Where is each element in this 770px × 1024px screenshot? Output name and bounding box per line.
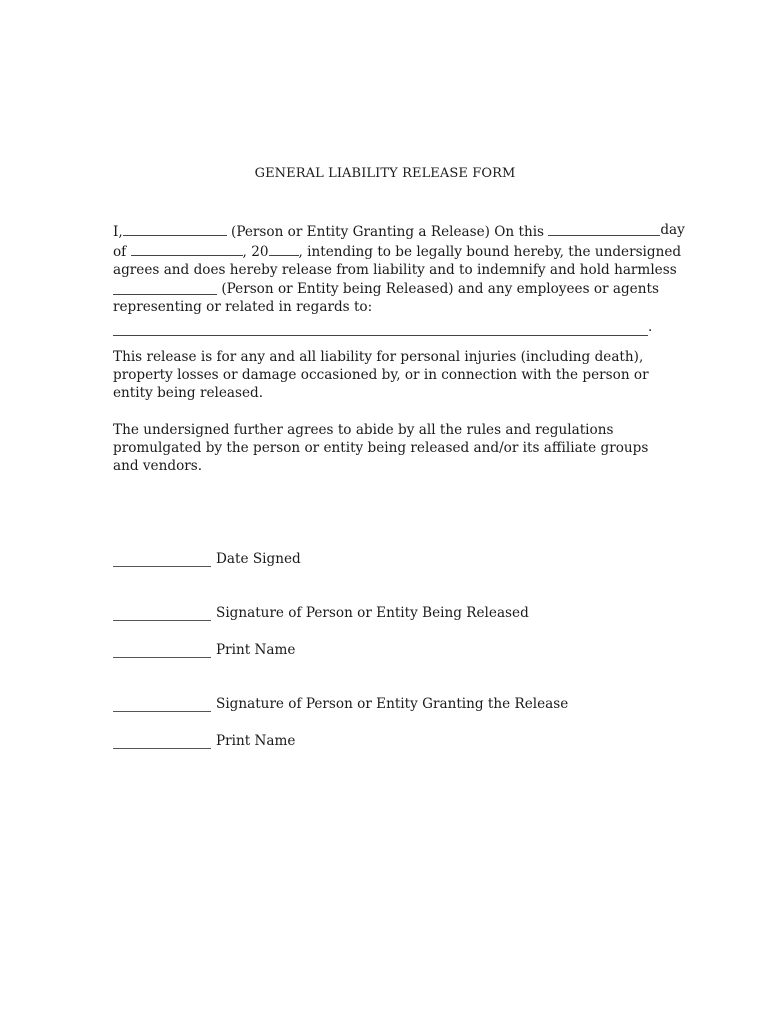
release-line-6 (113, 316, 663, 336)
text-agrees: agrees and does hereby release from liability and to indemnify and hold harmless (113, 262, 677, 279)
text-representing: representing or related in regards to: (113, 298, 373, 315)
released-print-name-blank[interactable] (113, 643, 211, 658)
regards-to-blank[interactable] (113, 319, 648, 336)
document-title: GENERAL LIABILITY RELEASE FORM (254, 166, 516, 181)
granting-signature-row (113, 692, 568, 712)
text-year-prefix: , 20 (242, 244, 269, 261)
released-signature-blank[interactable] (113, 606, 211, 621)
text-granting-label: (Person or Entity Granting a Release) On this (231, 224, 545, 240)
day-blank[interactable] (548, 221, 660, 236)
release-paragraph (113, 221, 685, 336)
text-of: of (113, 244, 127, 261)
release-line-1 (113, 221, 685, 241)
grantor-name-blank[interactable] (123, 221, 227, 236)
released-signature-label: Signature of Person or Entity Being Released (216, 605, 529, 621)
released-signature-row (113, 601, 529, 621)
released-print-name-row (113, 638, 295, 658)
granting-signature-blank[interactable] (113, 697, 211, 712)
released-print-name-label: Print Name (216, 642, 296, 658)
text-intending: , intending to be legally bound hereby, the undersigned (298, 244, 682, 261)
text-day: day (660, 222, 685, 238)
liability-paragraph: This release is for any and all liability for personal injuries (including death), property losses or damage occasioned by, or in connection with the person or entity being released. (113, 349, 649, 402)
year-blank[interactable] (269, 241, 299, 256)
text-period: . (648, 318, 653, 335)
granting-print-name-row (113, 729, 295, 749)
text-i: I, (113, 224, 123, 240)
text-released-label: (Person or Entity being Released) and any employees or agents (221, 280, 659, 297)
granting-print-name-label: Print Name (216, 733, 296, 749)
month-blank[interactable] (131, 241, 243, 256)
released-name-blank[interactable] (113, 280, 217, 295)
granting-signature-label: Signature of Person or Entity Granting the Release (216, 696, 569, 712)
release-line-2 (113, 241, 682, 261)
date-signed-blank[interactable] (113, 552, 211, 567)
date-signed-row (113, 547, 301, 567)
date-signed-label: Date Signed (216, 551, 301, 567)
release-line-3 (113, 261, 677, 279)
granting-print-name-blank[interactable] (113, 734, 211, 749)
release-line-4 (113, 280, 663, 298)
release-line-5 (113, 298, 663, 316)
rules-paragraph: The undersigned further agrees to abide by all the rules and regulations promulgated by the person or entity being released and/or its affiliate groups and vendors. (113, 422, 649, 475)
